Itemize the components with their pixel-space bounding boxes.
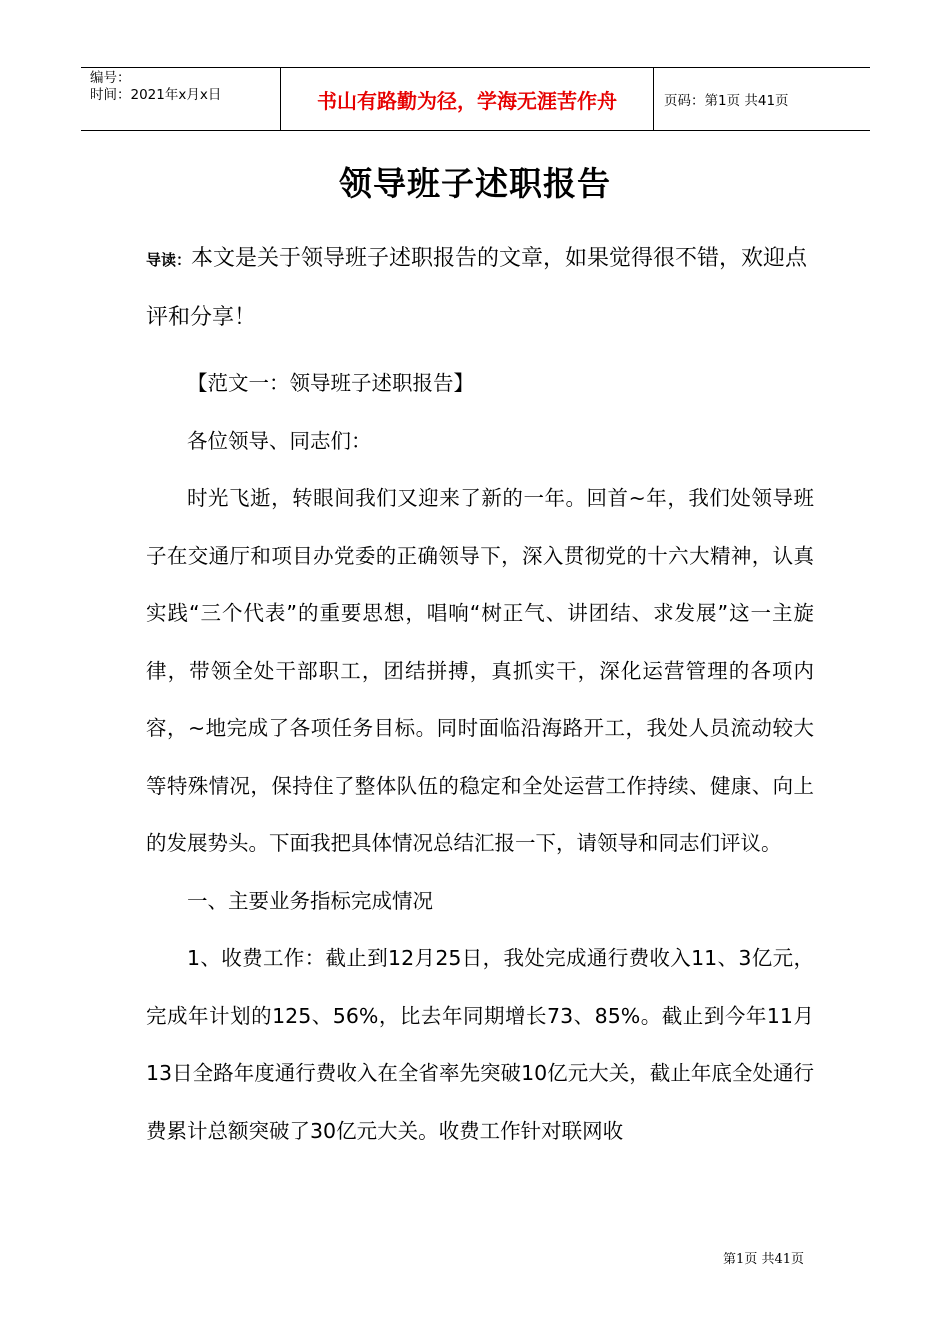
header-page-info: 页码：第1页 共41页 xyxy=(664,93,789,109)
intro-block xyxy=(146,230,816,346)
section-heading-sample-one: 【范文一：领导班子述职报告】 xyxy=(187,371,474,395)
document-title: 领导班子述职报告 xyxy=(339,164,611,203)
document-date: 时间：2021年x月x日 xyxy=(90,87,222,103)
document-number-label: 编号： xyxy=(90,70,131,86)
body-paragraph: 1、收费工作：截止到12月25日，我处完成通行费收入11、3亿元，完成年计划的125、56%，比去年同期增长73、85%。截止到今年11月13日全路年度通行费收入在全省率先突破10亿元大关，截止年底全处通行费累计总额突破了30亿元大关。收费工作针对联网收 xyxy=(146,946,814,1143)
intro-label: 导读： xyxy=(146,251,192,269)
page-footer: 第1页 共41页 xyxy=(723,1252,804,1267)
section-heading: 一、主要业务指标完成情况 xyxy=(187,888,433,913)
page-header xyxy=(81,67,870,131)
header-meta xyxy=(81,68,281,130)
document-body xyxy=(146,355,814,1160)
header-motto: 书山有路勤为径，学海无涯苦作舟 xyxy=(281,68,654,130)
intro-text: 本文是关于领导班子述职报告的文章，如果觉得很不错，欢迎点评和分享！ xyxy=(146,246,808,330)
body-paragraph: 时光飞逝，转眼间我们又迎来了新的一年。回首~年，我们处领导班子在交通厅和项目办党委的正确领导下，深入贯彻党的十六大精神，认真实践“三个代表”的重要思想，唱响“树正气、讲团结、求发展”这一主旋律，带领全处干部职工，团结拼搏，真抓实干，深化运营管理的各项内容，~地完成了各项任务目标。同时面临沿海路开工，我处人员流动较大等特殊情况，保持住了整体队伍的稳定和全处运营工作持续、健康、向上的发展势头。下面我把具体情况总结汇报一下，请领导和同志们评议。 xyxy=(146,486,814,855)
salutation: 各位领导、同志们： xyxy=(187,428,372,453)
